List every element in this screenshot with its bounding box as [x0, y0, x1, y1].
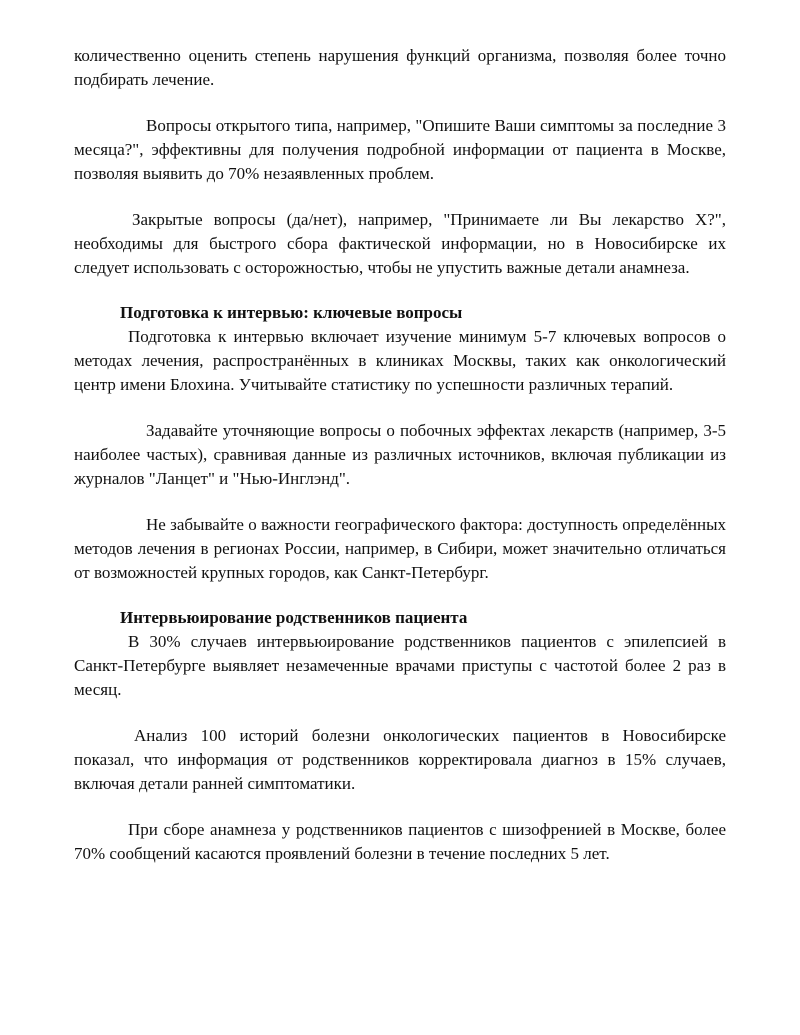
- paragraph-spacer: [74, 280, 726, 301]
- paragraph-spacer: [74, 491, 726, 513]
- paragraph-spacer: [74, 397, 726, 419]
- document-page: [74, 44, 726, 866]
- paragraph-oncology: Анализ 100 историй болезни онкологических пациентов в Новосибирске показал, что информация от родственников корректировала диагноз в 15% случаев, включая детали ранней симптоматики.: [74, 726, 726, 793]
- paragraph-interview-prep: Подготовка к интервью включает изучение минимум 5-7 ключевых вопросов о методах лечения, распространённых в клиниках Москвы, таких как онкологический центр имени Блохина. Учитывайте статистику по успешности различных терапий.: [74, 327, 726, 394]
- paragraph-side-effects: Задавайте уточняющие вопросы о побочных эффектах лекарств (например, 3-5 наиболее частых), сравнивая данные из различных источников, включая публикации из журналов "Ланцет" и "Нью-Инглэнд".: [74, 421, 726, 488]
- paragraph-open-questions: Вопросы открытого типа, например, "Опишите Ваши симптомы за последние 3 месяца?", эффективны для получения подробной информации от пациента в Москве, позволяя выявить до 70% незаявленных проблем.: [74, 116, 726, 183]
- section-heading-relatives: Интервьюирование родственников пациента: [120, 608, 468, 627]
- paragraph-spacer: [74, 585, 726, 606]
- paragraph-epilepsy: В 30% случаев интервьюирование родственников пациентов с эпилепсией в Санкт-Петербурге выявляет незамеченные врачами приступы с частотой более 2 раз в месяц.: [74, 632, 726, 699]
- paragraph-spacer: [74, 702, 726, 724]
- section-heading-interview-prep: Подготовка к интервью: ключевые вопросы: [120, 303, 463, 322]
- paragraph-closed-questions: Закрытые вопросы (да/нет), например, "Принимаете ли Вы лекарство X?", необходимы для быстрого сбора фактической информации, но в Новосибирске их следует использовать с осторожностью, чтобы не упустить важные детали анамнеза.: [74, 210, 726, 277]
- paragraph-geography: Не забывайте о важности географического фактора: доступность определённых методов лечения в регионах России, например, в Сибири, может значительно отличаться от возможностей крупных городов, как Санкт-Петербург.: [74, 515, 726, 582]
- paragraph-spacer: [74, 796, 726, 818]
- paragraph-intro-continuation: количественно оценить степень нарушения функций организма, позволяя более точно подбирать лечение.: [74, 46, 726, 89]
- paragraph-schizophrenia: При сборе анамнеза у родственников пациентов с шизофренией в Москве, более 70% сообщений касаются проявлений болезни в течение последних 5 лет.: [74, 820, 726, 863]
- paragraph-spacer: [74, 92, 726, 114]
- paragraph-spacer: [74, 186, 726, 208]
